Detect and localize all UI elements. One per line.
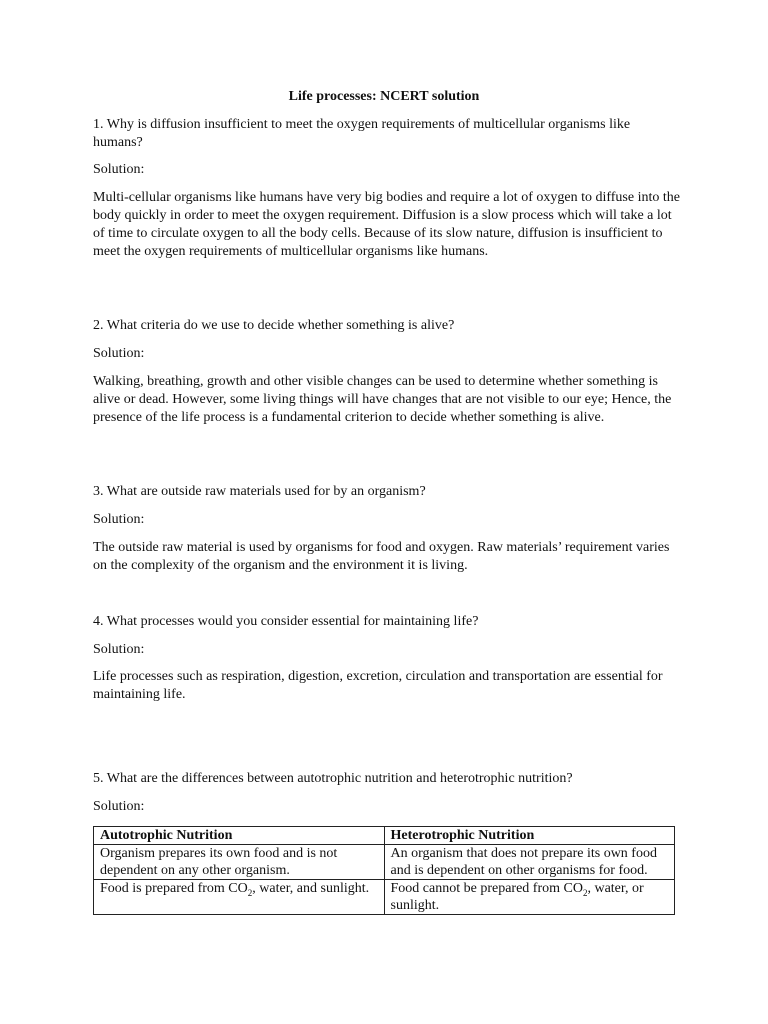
answer-1: Multi-cellular organisms like humans have very big bodies and require a lot of oxygen to diffuse into the body quickly in order to meet the oxygen requirement. Diffusion is a slow process which will take a lot of time to circulate oxygen to all the body cells. Because of its slow nature, diffusion is insufficient to meet the oxygen requirements of multicellular organisms like humans. — [93, 190, 680, 259]
solution-label-5: Solution: — [93, 799, 145, 814]
answer-2: Walking, breathing, growth and other visible changes can be used to determine whether something is alive or dead. However, some living things will have changes that are not visible to our eye; Hence, the presence of the life process is a fundamental criterion to decide whether something is alive. — [93, 374, 672, 425]
question-5: 5. What are the differences between autotrophic nutrition and heterotrophic nutrition? — [93, 771, 573, 786]
header-autotrophic: Autotrophic Nutrition — [94, 827, 385, 845]
subscript-two: 2 — [582, 887, 588, 898]
cell-heterotrophic-1: An organism that does not prepare its own food and is dependent on other organisms for food. — [384, 845, 675, 880]
cell-text-post: , water, and sunlight. — [252, 881, 370, 896]
solution-label-2: Solution: — [93, 346, 145, 361]
question-3: 3. What are outside raw materials used for by an organism? — [93, 484, 426, 499]
nutrition-comparison-table — [93, 826, 675, 915]
question-1: 1. Why is diffusion insufficient to meet the oxygen requirements of multicellular organisms like humans? — [93, 117, 631, 150]
cell-text-pre: Food is prepared from CO — [100, 881, 248, 896]
solution-label-1: Solution: — [93, 162, 145, 177]
table-header-row — [94, 827, 675, 845]
cell-text-post: , water, or sunlight. — [390, 881, 644, 913]
solution-label-3: Solution: — [93, 512, 145, 527]
table-row — [94, 880, 675, 915]
question-2: 2. What criteria do we use to decide whether something is alive? — [93, 318, 455, 333]
header-heterotrophic: Heterotrophic Nutrition — [384, 827, 675, 845]
question-4: 4. What processes would you consider essential for maintaining life? — [93, 614, 479, 629]
answer-3: The outside raw material is used by organisms for food and oxygen. Raw materials’ requirement varies on the complexity of the organism and the environment it is living. — [93, 540, 670, 573]
document-title: Life processes: NCERT solution — [288, 89, 480, 104]
cell-autotrophic-2 — [94, 880, 385, 915]
cell-autotrophic-1: Organism prepares its own food and is not dependent on any other organism. — [94, 845, 385, 880]
cell-heterotrophic-2 — [384, 880, 675, 915]
solution-label-4: Solution: — [93, 642, 145, 657]
answer-4: Life processes such as respiration, digestion, excretion, circulation and transportation are essential for maintaining life. — [93, 669, 663, 702]
table-row — [94, 845, 675, 880]
subscript-two: 2 — [247, 887, 253, 898]
cell-text-pre: Food cannot be prepared from CO — [390, 881, 583, 896]
